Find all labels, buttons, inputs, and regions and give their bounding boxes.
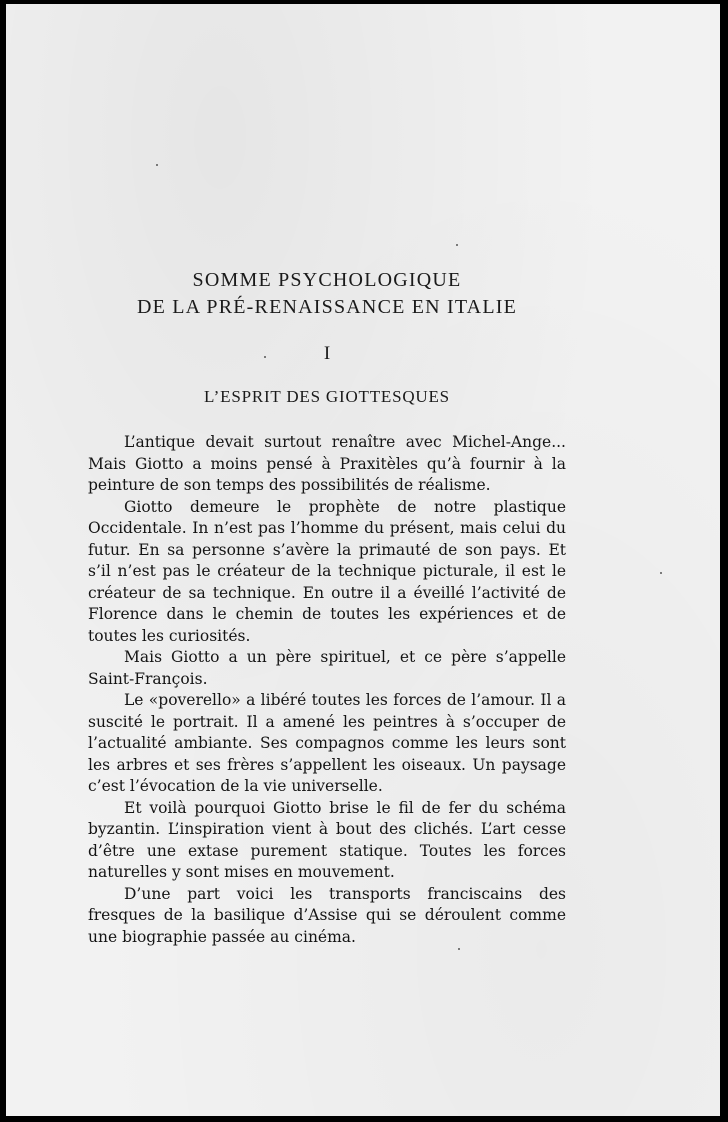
chapter-title-line-1: SOMME PSYCHOLOGIQUE: [192, 269, 462, 291]
paper-speck: [660, 572, 662, 574]
paper-speck: [456, 244, 458, 246]
paper-speck: [458, 948, 460, 950]
book-page: [6, 4, 720, 1116]
paragraph: D’une part voici les transports franciscains des fresques de la basilique d’Assise qui se déroulent comme une biographie passée au cinéma.: [88, 884, 566, 946]
paragraph: Mais Giotto a un père spirituel, et ce père s’appelle Saint-François.: [88, 648, 566, 688]
body-text: [88, 432, 566, 948]
chapter-title-line-2: DE LA PRÉ-RENAISSANCE EN ITALIE: [136, 296, 518, 318]
section-title: L’ESPRIT DES GIOTTESQUES: [204, 387, 450, 406]
paper-speck: [156, 164, 158, 166]
section-number: I: [323, 343, 331, 364]
paragraph: L’antique devait surtout renaître avec Michel-Ange... Mais Giotto a moins pensé à Praxitèles qu’à fournir à la peinture de son temps des possibilités de réalisme.: [88, 433, 566, 494]
paragraph: Et voilà pourquoi Giotto brise le fil de fer du schéma byzantin. L’inspiration vient à bout des clichés. L’art cesse d’être une extase purement statique. Toutes les forces naturelles y sont mises en mouvement.: [88, 798, 566, 881]
paragraph: Le «poverello» a libéré toutes les forces de l’amour. Il a suscité le portrait. Il a amené les peintres à s’occuper de l’actualité ambiante. Ses compagnos comme les leurs sont les arbres et ses frères s’appellent les oiseaux. Un paysage c’est l’évocation de la vie universelle.: [88, 691, 566, 795]
paragraph: Giotto demeure le prophète de notre plastique Occidentale. In n’est pas l’homme du présent, mais celui du futur. En sa personne s’avère la primauté de son pays. Et s’il n’est pas le créateur de la technique picturale, il est le créateur de sa technique. En outre il a éveillé l’activité de Florence dans le chemin de toutes les expériences et de toutes les curiosités.: [88, 497, 566, 645]
